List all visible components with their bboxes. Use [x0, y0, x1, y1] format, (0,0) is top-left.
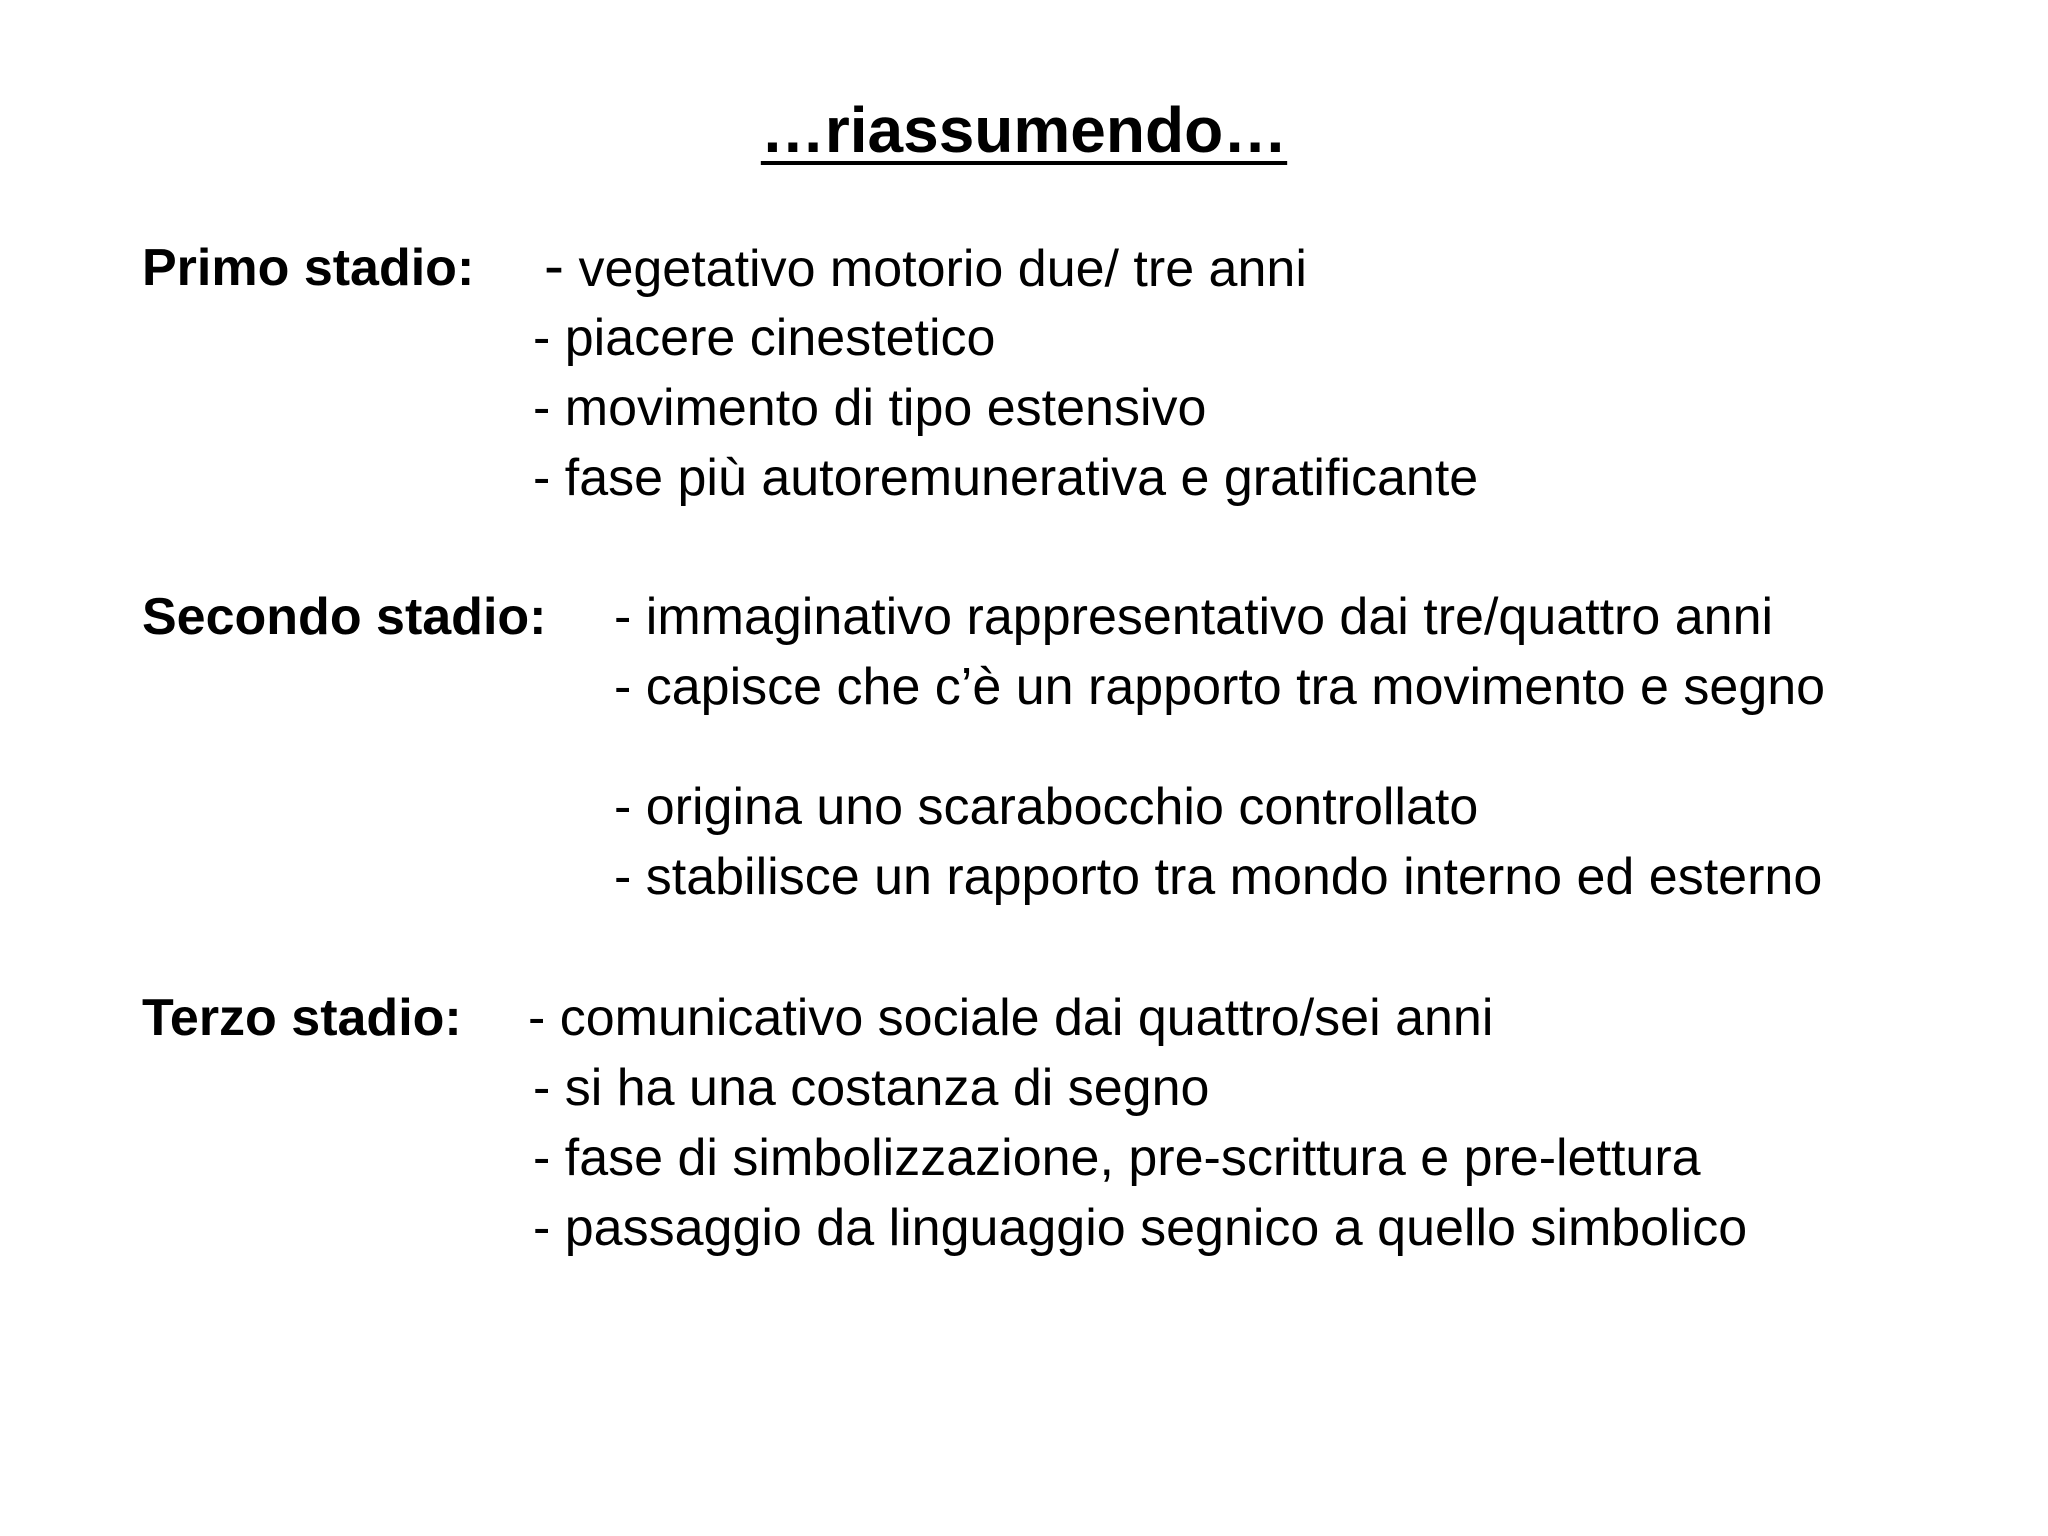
- stage-2-item-1: - immaginativo rappresentativo dai tre/quattro anni: [614, 588, 1774, 646]
- stage-3-item-3: - fase di simbolizzazione, pre-scrittura e pre-lettura: [533, 1129, 1701, 1187]
- slide-title-text: …riassumendo…: [760, 94, 1288, 166]
- stage-3-item-2: - si ha una costanza di segno: [533, 1059, 1210, 1117]
- stage-1-item-4: - fase più autoremunerativa e gratificante: [533, 449, 1479, 507]
- stage-1-label: Primo stadio:: [142, 239, 475, 297]
- stage-1-item-2: - piacere cinestetico: [533, 309, 996, 367]
- stage-1-dash: -: [544, 232, 564, 299]
- stage-1-item-1: [544, 232, 1307, 299]
- stage-3-item-1: - comunicativo sociale dai quattro/sei anni: [528, 989, 1494, 1047]
- stage-2-item-3: - origina uno scarabocchio controllato: [614, 778, 1479, 836]
- slide-title: [0, 90, 2048, 170]
- stage-3-label: Terzo stadio:: [142, 989, 462, 1047]
- stage-3-item-4: - passaggio da linguaggio segnico a quello simbolico: [533, 1199, 1748, 1257]
- stage-2-label: Secondo stadio:: [142, 588, 547, 646]
- stage-1-item-3: - movimento di tipo estensivo: [533, 379, 1207, 437]
- stage-2-item-4: - stabilisce un rapporto tra mondo interno ed esterno: [614, 848, 1823, 906]
- stage-2-item-2: - capisce che c’è un rapporto tra movimento e segno: [614, 658, 1826, 716]
- stage-1-item-1-text: vegetativo motorio due/ tre anni: [578, 240, 1307, 298]
